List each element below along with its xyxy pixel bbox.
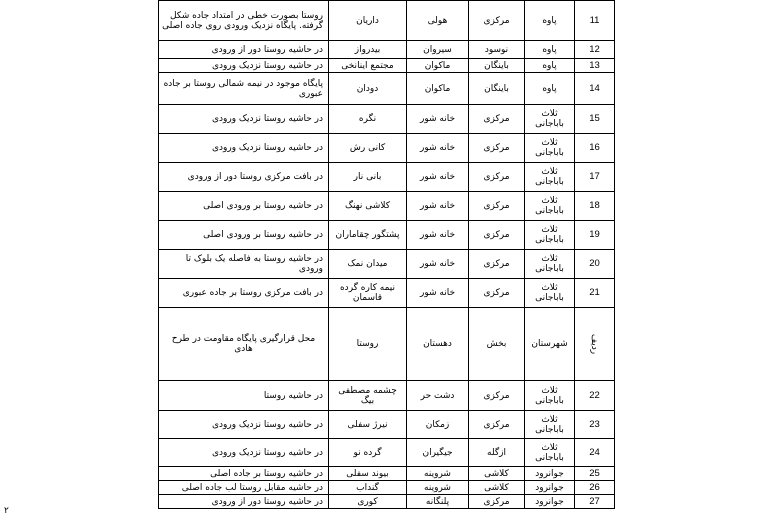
cell-dehestan: سیروان: [407, 41, 469, 59]
cell-village: میدان نمک: [329, 250, 407, 279]
cell-location: در بافت مرکزی روستا دور از ورودی: [159, 163, 329, 192]
table-row: [159, 381, 615, 411]
cell-village: مجتمع اینانخی: [329, 59, 407, 73]
cell-district: باینگان: [469, 59, 525, 73]
cell-district: مرکزی: [469, 381, 525, 411]
cell-dehestan: ماکوان: [407, 59, 469, 73]
cell-dehestan: خانه شور: [407, 250, 469, 279]
cell-dehestan: زمکان: [407, 411, 469, 439]
cell-county: ثلاث باباجانی: [525, 279, 575, 308]
cell-county: پاوه: [525, 73, 575, 105]
table-row: [159, 1, 615, 41]
cell-num: 13: [575, 59, 615, 73]
cell-county: ثلاث باباجانی: [525, 221, 575, 250]
cell-dehestan: خانه شور: [407, 134, 469, 163]
cell-village: نیرژ سفلی: [329, 411, 407, 439]
header-dehestan: دهستان: [407, 308, 469, 381]
cell-county: پاوه: [525, 59, 575, 73]
cell-village: بیوند سفلی: [329, 467, 407, 481]
cell-village: کلاشی نهنگ: [329, 192, 407, 221]
cell-num: 20: [575, 250, 615, 279]
table-header: [159, 308, 615, 381]
cell-num: 23: [575, 411, 615, 439]
cell-village: کوری: [329, 495, 407, 509]
cell-village: پشتگور چقاماران: [329, 221, 407, 250]
table-row: [159, 481, 615, 495]
cell-county: ثلاث باباجانی: [525, 250, 575, 279]
table-row: [159, 73, 615, 105]
header-location: محل قرارگیری پایگاه مقاومت در طرح هادی: [159, 308, 329, 381]
cell-dehestan: خانه شور: [407, 279, 469, 308]
document-table-container: [158, 0, 615, 509]
cell-village: گنداب: [329, 481, 407, 495]
table-row: [159, 221, 615, 250]
cell-num: 27: [575, 495, 615, 509]
cell-county: جوانرود: [525, 481, 575, 495]
cell-district: مرکزی: [469, 250, 525, 279]
cell-dehestan: خانه شور: [407, 163, 469, 192]
table-row: [159, 467, 615, 481]
cell-county: پاوه: [525, 1, 575, 41]
cell-num: 11: [575, 1, 615, 41]
cell-village: کانی رش: [329, 134, 407, 163]
cell-num: 24: [575, 439, 615, 467]
cell-district: مرکزی: [469, 495, 525, 509]
cell-village: بیدرواز: [329, 41, 407, 59]
cell-dehestan: هولی: [407, 1, 469, 41]
cell-village: نیمه کاره گرده قاسمان: [329, 279, 407, 308]
cell-dehestan: پلنگانه: [407, 495, 469, 509]
cell-num: 21: [575, 279, 615, 308]
cell-district: مرکزی: [469, 192, 525, 221]
cell-dehestan: خانه شور: [407, 192, 469, 221]
cell-county: ثلاث باباجانی: [525, 105, 575, 134]
cell-num: 18: [575, 192, 615, 221]
cell-dehestan: شروینه: [407, 481, 469, 495]
cell-county: ثلاث باباجانی: [525, 381, 575, 411]
header-number: ردیف: [575, 308, 615, 381]
cell-num: 14: [575, 73, 615, 105]
cell-county: ثلاث باباجانی: [525, 192, 575, 221]
cell-num: 19: [575, 221, 615, 250]
table-body-bottom: [159, 381, 615, 509]
cell-county: ثلاث باباجانی: [525, 411, 575, 439]
cell-location: در حاشیه روستا نزدیک ورودی: [159, 134, 329, 163]
cell-num: 15: [575, 105, 615, 134]
cell-county: پاوه: [525, 41, 575, 59]
cell-village: دودان: [329, 73, 407, 105]
cell-location: در حاشیه روستا به فاصله یک بلوک تا ورودی: [159, 250, 329, 279]
cell-dehestan: خانه شور: [407, 221, 469, 250]
village-base-table: [158, 0, 615, 509]
page-number: ۲: [4, 506, 9, 516]
table-row: [159, 439, 615, 467]
cell-dehestan: شروینه: [407, 467, 469, 481]
table-row: [159, 411, 615, 439]
cell-location: در حاشیه روستا: [159, 381, 329, 411]
header-row: [159, 308, 615, 381]
cell-village: چشمه مصطفی بیگ: [329, 381, 407, 411]
cell-location: در حاشیه روستا بر ورودی اصلی: [159, 221, 329, 250]
cell-county: ثلاث باباجانی: [525, 439, 575, 467]
cell-location: در حاشیه روستا نزدیک ورودی: [159, 439, 329, 467]
cell-location: در حاشیه مقابل روستا لب جاده اصلی: [159, 481, 329, 495]
cell-county: ثلاث باباجانی: [525, 163, 575, 192]
cell-district: مرکزی: [469, 105, 525, 134]
table-row: [159, 59, 615, 73]
cell-location: در حاشیه روستا نزدیک ورودی: [159, 105, 329, 134]
cell-county: جوانرود: [525, 467, 575, 481]
cell-district: مرکزی: [469, 411, 525, 439]
cell-num: 22: [575, 381, 615, 411]
cell-district: مرکزی: [469, 134, 525, 163]
table-row: [159, 134, 615, 163]
header-county: شهرستان: [525, 308, 575, 381]
cell-dehestan: دشت حر: [407, 381, 469, 411]
cell-district: مرکزی: [469, 163, 525, 192]
cell-location: در بافت مرکزی روستا بر جاده عبوری: [159, 279, 329, 308]
table-row: [159, 250, 615, 279]
cell-location: روستا بصورت خطی در امتداد جاده شکل گرفته. پایگاه نزدیک ورودی روی جاده اصلی: [159, 1, 329, 41]
cell-location: پایگاه موجود در نیمه شمالی روستا بر جاده عبوری: [159, 73, 329, 105]
cell-county: ثلاث باباجانی: [525, 134, 575, 163]
cell-location: در حاشیه روستا دور از ورودی: [159, 41, 329, 59]
cell-village: نگره: [329, 105, 407, 134]
table-row: [159, 279, 615, 308]
header-district: بخش: [469, 308, 525, 381]
cell-village: بانی نار: [329, 163, 407, 192]
cell-district: ازگله: [469, 439, 525, 467]
cell-location: در حاشیه روستا دور از ورودی: [159, 495, 329, 509]
cell-num: 26: [575, 481, 615, 495]
cell-num: 17: [575, 163, 615, 192]
table-row: [159, 105, 615, 134]
cell-num: 25: [575, 467, 615, 481]
cell-num: 12: [575, 41, 615, 59]
table-row: [159, 192, 615, 221]
cell-district: مرکزی: [469, 221, 525, 250]
cell-district: باینگان: [469, 73, 525, 105]
cell-location: در حاشیه روستا نزدیک ورودی: [159, 59, 329, 73]
table-row: [159, 41, 615, 59]
cell-dehestan: خانه شور: [407, 105, 469, 134]
cell-village: گرده نو: [329, 439, 407, 467]
cell-village: داریان: [329, 1, 407, 41]
cell-district: مرکزی: [469, 279, 525, 308]
cell-county: جوانرود: [525, 495, 575, 509]
cell-location: در حاشیه روستا بر جاده اصلی: [159, 467, 329, 481]
cell-dehestan: جیگیران: [407, 439, 469, 467]
table-row: [159, 163, 615, 192]
table-body-top: [159, 1, 615, 308]
header-village: روستا: [329, 308, 407, 381]
cell-district: کلاشی: [469, 467, 525, 481]
cell-num: 16: [575, 134, 615, 163]
cell-dehestan: ماکوان: [407, 73, 469, 105]
cell-district: مرکزی: [469, 1, 525, 41]
cell-location: در حاشیه روستا نزدیک ورودی: [159, 411, 329, 439]
table-row: [159, 495, 615, 509]
cell-district: نوسود: [469, 41, 525, 59]
cell-district: کلاشی: [469, 481, 525, 495]
cell-location: در حاشیه روستا بر ورودی اصلی: [159, 192, 329, 221]
